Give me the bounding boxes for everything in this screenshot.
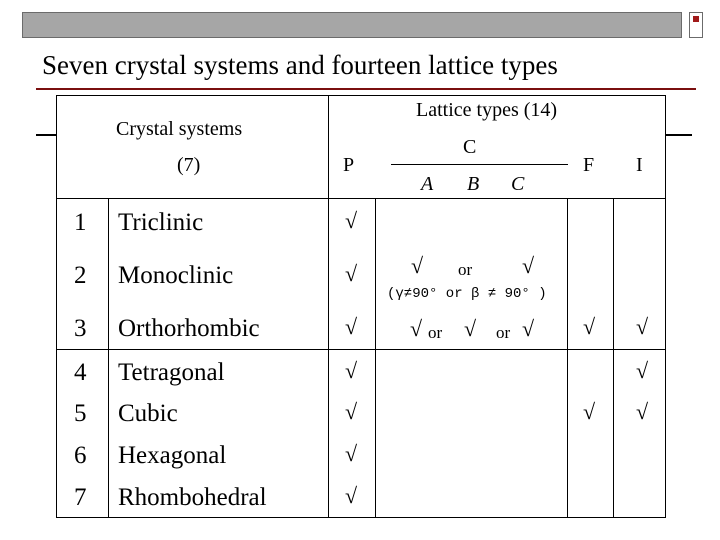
divider-num-name bbox=[108, 198, 109, 518]
right-header-tick bbox=[666, 134, 692, 136]
crystal-system-name: Monoclinic bbox=[118, 262, 234, 289]
check-mark: √ bbox=[411, 253, 424, 278]
check-mark: √ bbox=[410, 316, 423, 341]
divider-C-F bbox=[567, 198, 568, 518]
C-subheader-line bbox=[391, 164, 568, 165]
title-underline bbox=[36, 88, 696, 90]
check-mark: √ bbox=[464, 316, 477, 341]
slide-title: Seven crystal systems and fourteen lattice types bbox=[42, 50, 558, 80]
lattice-types-header: Lattice types (14) bbox=[416, 99, 558, 121]
row-number: 3 bbox=[74, 315, 87, 342]
crystal-systems-count: (7) bbox=[177, 154, 201, 176]
col-header-F: F bbox=[583, 154, 595, 176]
subheader-C: C bbox=[511, 173, 525, 195]
left-header-tick bbox=[36, 134, 56, 136]
crystal-system-name: Tetragonal bbox=[118, 359, 225, 386]
check-mark: √ bbox=[522, 253, 535, 278]
crystal-system-name: Triclinic bbox=[118, 209, 204, 236]
check-mark: √ bbox=[345, 483, 358, 508]
subheader-A: A bbox=[421, 173, 434, 195]
monoclinic-angle-note: (γ≠90° or β ≠ 90° ) bbox=[387, 286, 547, 302]
check-mark: √ bbox=[345, 441, 358, 466]
or-label: or bbox=[458, 260, 473, 279]
col-header-P: P bbox=[343, 154, 355, 176]
slide-corner-decoration bbox=[689, 12, 703, 38]
row-number: 1 bbox=[74, 209, 87, 236]
crystal-system-name: Hexagonal bbox=[118, 442, 227, 469]
row-3-bottom-line bbox=[56, 349, 666, 350]
subheader-B: B bbox=[467, 173, 480, 195]
row-number: 5 bbox=[74, 400, 87, 427]
check-mark: √ bbox=[522, 316, 535, 341]
col-header-C: C bbox=[463, 136, 477, 158]
check-mark: √ bbox=[345, 208, 358, 233]
or-label: or bbox=[496, 323, 511, 342]
check-mark: √ bbox=[345, 358, 358, 383]
check-mark: √ bbox=[345, 261, 358, 286]
row-number: 2 bbox=[74, 262, 87, 289]
slide-top-bar bbox=[22, 12, 682, 38]
divider-name-P bbox=[328, 95, 329, 518]
crystal-system-name: Cubic bbox=[118, 400, 178, 427]
check-mark: √ bbox=[345, 314, 358, 339]
row-number: 6 bbox=[74, 442, 87, 469]
crystal-system-name: Rhombohedral bbox=[118, 484, 267, 511]
divider-F-I bbox=[613, 198, 614, 518]
check-mark: √ bbox=[636, 314, 649, 339]
check-mark: √ bbox=[583, 399, 596, 424]
check-mark: √ bbox=[636, 358, 649, 383]
crystal-system-name: Orthorhombic bbox=[118, 315, 260, 342]
row-number: 4 bbox=[74, 359, 87, 386]
check-mark: √ bbox=[345, 399, 358, 424]
header-bottom-line bbox=[56, 198, 666, 199]
row-number: 7 bbox=[74, 484, 87, 511]
check-mark: √ bbox=[583, 314, 596, 339]
col-header-I: I bbox=[636, 154, 643, 176]
or-label: or bbox=[428, 323, 443, 342]
divider-P-C bbox=[375, 198, 376, 518]
crystal-systems-header: Crystal systems bbox=[116, 118, 243, 140]
check-mark: √ bbox=[636, 399, 649, 424]
